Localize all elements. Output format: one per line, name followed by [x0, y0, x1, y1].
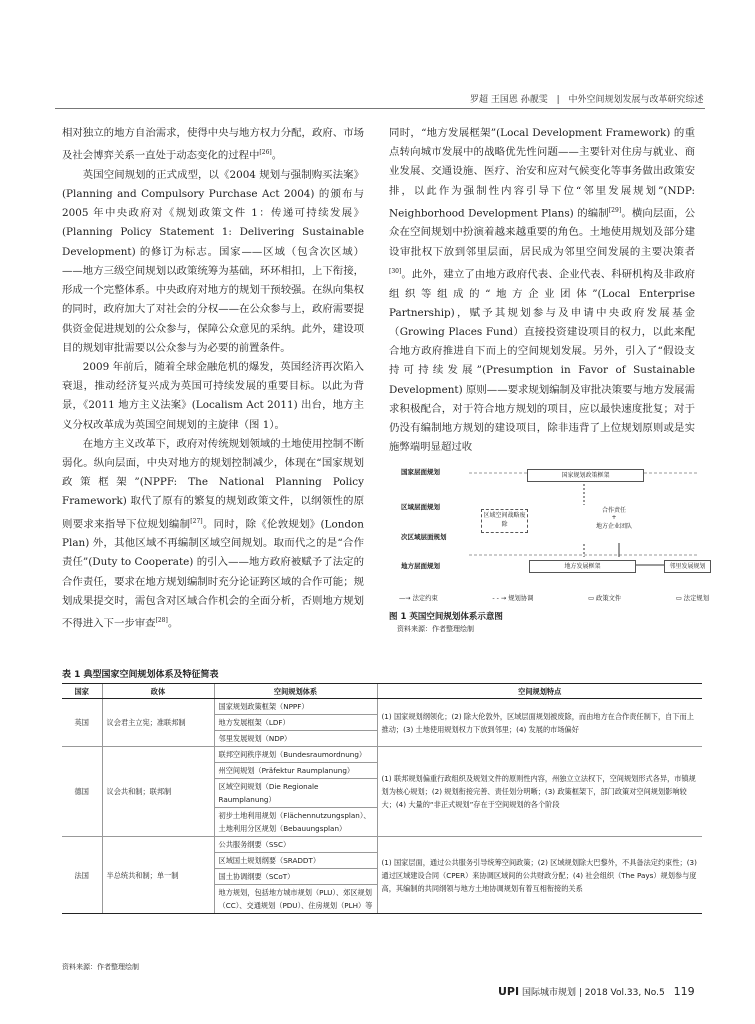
citation: [26]: [259, 149, 272, 157]
cell-system: 联邦空间秩序规划（Bundesraumordnung）: [214, 747, 377, 763]
paragraph: 在地方主义改革下，政府对传统规划领域的土地使用控制不断弱化。纵向层面，中央对地方的规划控制减少，体现在“国家规划政策框架”(NPPF: The National Planning Policy Framework) 取代了原有的繁复的规划政策文件，以纲领性的原则要求来指导下位规划编制[27]。同时，除《伦敦规划》(London Plan) 外，其他区域不再编制区域空间规划。取而代之的是“合作责任”(Duty to Cooperate) 的引入——地方政府被赋予了法定的合作责任，要求在地方规划编制时充分论证跨区域的合作可能；规划成果提交时，需包含对区域合作机会的全面分析，否则地方规划不得进入下一步审查[28]。: [62, 437, 364, 630]
header-authors: 罗超 王国恩 孙靓雯: [470, 95, 548, 105]
cell-polity: 半总统共和制；单一制: [102, 837, 214, 914]
left-column: [62, 124, 364, 634]
box-nppf: 国家规划政策框架: [527, 469, 644, 482]
col-system: 空间规划体系: [214, 684, 377, 699]
cell-system: 州空间规划（Präfektur Raumplanung）: [214, 763, 377, 779]
cell-system: 国土协调纲要（SCoT）: [214, 869, 377, 885]
cell-system: 区域空间规划（Die Regionale Raumplanung）: [214, 779, 377, 808]
citation: [28]: [155, 617, 168, 625]
journal-logo: UPI: [498, 985, 520, 998]
cell-country: 德国: [62, 747, 102, 837]
level-regional: 区域层面规划: [401, 503, 440, 511]
level-local: 地方层面规划: [401, 562, 440, 570]
col-polity: 政体: [102, 684, 214, 699]
table-1: [62, 683, 702, 914]
cell-polity: 议会君主立宪；准联邦制: [102, 699, 214, 747]
box-region-abolished: 区域空间战略废除: [481, 509, 528, 533]
cell-system: 地方规划，包括地方城市规划（PLU）、郊区规划（CC）、交通规划（PDU）、住房规划（PLH）等: [214, 885, 377, 914]
table-title: 表 1 典型国家空间规划体系及特征简表: [62, 670, 219, 680]
cell-system: 国家规划政策框架（NPPF）: [214, 699, 377, 715]
cell-system: 地方发展框架（LDF）: [214, 715, 377, 731]
col-features: 空间规划特点: [377, 684, 702, 699]
cell-features: (1) 联邦规划偏重行政组织及规划文件的原则性内容，州独立立法权下，空间规划形式各异，市镇规划为核心规划；(2) 规划衔接完善、责任划分明晰；(3) 政策框架下，部门政策对空间规划影响较大；(4) 大量的“非正式规划”存在于空间规划的各个阶段: [377, 747, 702, 837]
citation: [30]: [389, 267, 402, 275]
box-cooperation: [559, 505, 669, 543]
citation: [27]: [190, 517, 203, 525]
level-subregional: 次区域层面规划: [401, 533, 447, 541]
lep-label: 地方企业团队: [595, 523, 632, 530]
table-row: [62, 699, 702, 715]
journal-name: 国际城市规划: [521, 988, 576, 998]
cell-system: 初步土地利用规划（Flächennutzungsplan）、土地利用分区规划（Bebauungsplan）: [214, 808, 377, 837]
plus-sign: +: [611, 514, 617, 521]
col-country: 国家: [62, 684, 102, 699]
header-rule: [55, 108, 705, 109]
page-number: 119: [673, 985, 695, 998]
right-column: [389, 124, 695, 457]
cell-system: 公共服务纲要（SSC）: [214, 837, 377, 853]
cell-features: (1) 国家层面，通过公共服务引导统筹空间政策；(2) 区域规划除大巴黎外，不具备法定约束性；(3) 通过区域建设合同（CPER）来协调区域间的公共财政分配；(4) 社会组织（The Pays）规划参与度高，其编制的共同纲领与地方土地协调规划有着互相衔接的关系: [377, 837, 702, 914]
footer-separator: |: [578, 988, 582, 998]
figure-legend: [399, 593, 709, 602]
header-separator: |: [556, 95, 560, 105]
legend-policy: ▭ 政策文件: [588, 595, 622, 602]
cell-features: (1) 国家规划纲领化；(2) 除大伦敦外，区域层面规划被废除，而由地方在合作责任制下，自下而上推动；(3) 土地使用规划权力下放到邻里；(4) 发展的市场偏好: [377, 699, 702, 747]
paragraph: 相对独立的地方自治需求，使得中央与地方权力分配，政府、市场及社会博弈关系一直处于动态变化的过程中[26]。: [62, 127, 364, 162]
box-ndp: 邻里发展规划: [664, 560, 711, 573]
legend-plan: ▭ 法定规划: [675, 595, 709, 602]
legend-statutory: —→ 法定约束: [399, 595, 438, 602]
table-row: [62, 747, 702, 763]
cell-system: 邻里发展规划（NDP）: [214, 731, 377, 747]
table-header-row: [62, 684, 702, 699]
figure-source: 资料来源：作者整理绘制: [397, 625, 474, 633]
cell-country: 法国: [62, 837, 102, 914]
paragraph: 同时，“地方发展框架”(Local Development Framework) 的重点转向城市发展中的战略优先性问题——主要针对住房与就业、商业发展、交通设施、医疗、治安和应对气候变化等事务做出政策安排，以此作为强制性内容引导下位“邻里发展规划”(NDP: Neighborhood Development Plans) 的编制[29]。横向层面，公众在空间规划中扮演着越来越重要的角色。土地使用规划及部分建设审批权下放到邻里层面，居民成为邻里空间发展的主要决策者[30]。此外，建立了由地方政府代表、企业代表、科研机构及非政府组织等组成的“地方企业团体”(Local Enterprise Partnership)，赋予其规划参与及申请中央政府发展基金（Growing Places Fund）直接投资建设项目的权力，以此来配合地方政府推进自下而上的空间规划发展。另外，引入了“假设支持可持续发展”(Presumption in Favor of Sustainable Development) 原则——要求规划编制及审批决策要与地方发展需求积极配合，对于符合地方规划的项目，应以最快速度批复；对于仍没有编制地方规划的建设项目，除非违背了上位规划原则或是实施弊端明显超过收: [389, 127, 695, 454]
header-title: 中外空间规划发展与改革研究综述: [568, 95, 704, 105]
cell-polity: 议会共和制；联邦制: [102, 747, 214, 837]
page-footer: [498, 985, 695, 998]
running-header: [470, 92, 730, 105]
cell-system: 区域国土规划纲要（SRADDT）: [214, 853, 377, 869]
level-national: 国家层面规划: [401, 468, 440, 476]
journal-issue: 2018 Vol.33, No.5: [584, 988, 665, 998]
duty-to-cooperate: 合作责任: [601, 507, 626, 514]
legend-coordination: - - → 规划协调: [492, 595, 534, 602]
table-source: 资料来源：作者整理绘制: [62, 963, 139, 971]
cell-country: 英国: [62, 699, 102, 747]
paragraph: 2009 年前后，随着全球金融危机的爆发，英国经济再次陷入衰退，推动经济复兴成为英国可持续发展的重要目标。以此为背景，《2011 地方主义法案》(Localism Act 2011) 出台，地方主义分权改革成为英国空间规划的主旋律（图 1）。: [62, 360, 364, 431]
citation: [29]: [608, 206, 622, 214]
figure-caption: 图 1 英国空间规划体系示意图: [389, 612, 503, 622]
table-row: [62, 837, 702, 853]
box-ldf: 地方发展框架: [529, 560, 636, 573]
paragraph: 英国空间规划的正式成型，以《2004 规划与强制购买法案》(Planning and Compulsory Purchase Act 2004) 的颁布与 2005 年中央政府对《规划政策文件 1：传递可持续发展》(Planning Policy Statement 1: Delivering Sustainable Development) 的修订为标志。国家——区域（包含次区域）——地方三级空间规划以政策统筹为基础，环环相扣，上下衔接，形成一个完整体系。中央政府对地方的规划干预较强。在纵向集权的同时，政府加大了对社会的分权——在公众参与上，政府需要提供资金促进规划的公众参与，保障公众意见的采纳。此外，建设项目的规划审批需要以公众参与为必要的前置条件。: [62, 168, 364, 354]
